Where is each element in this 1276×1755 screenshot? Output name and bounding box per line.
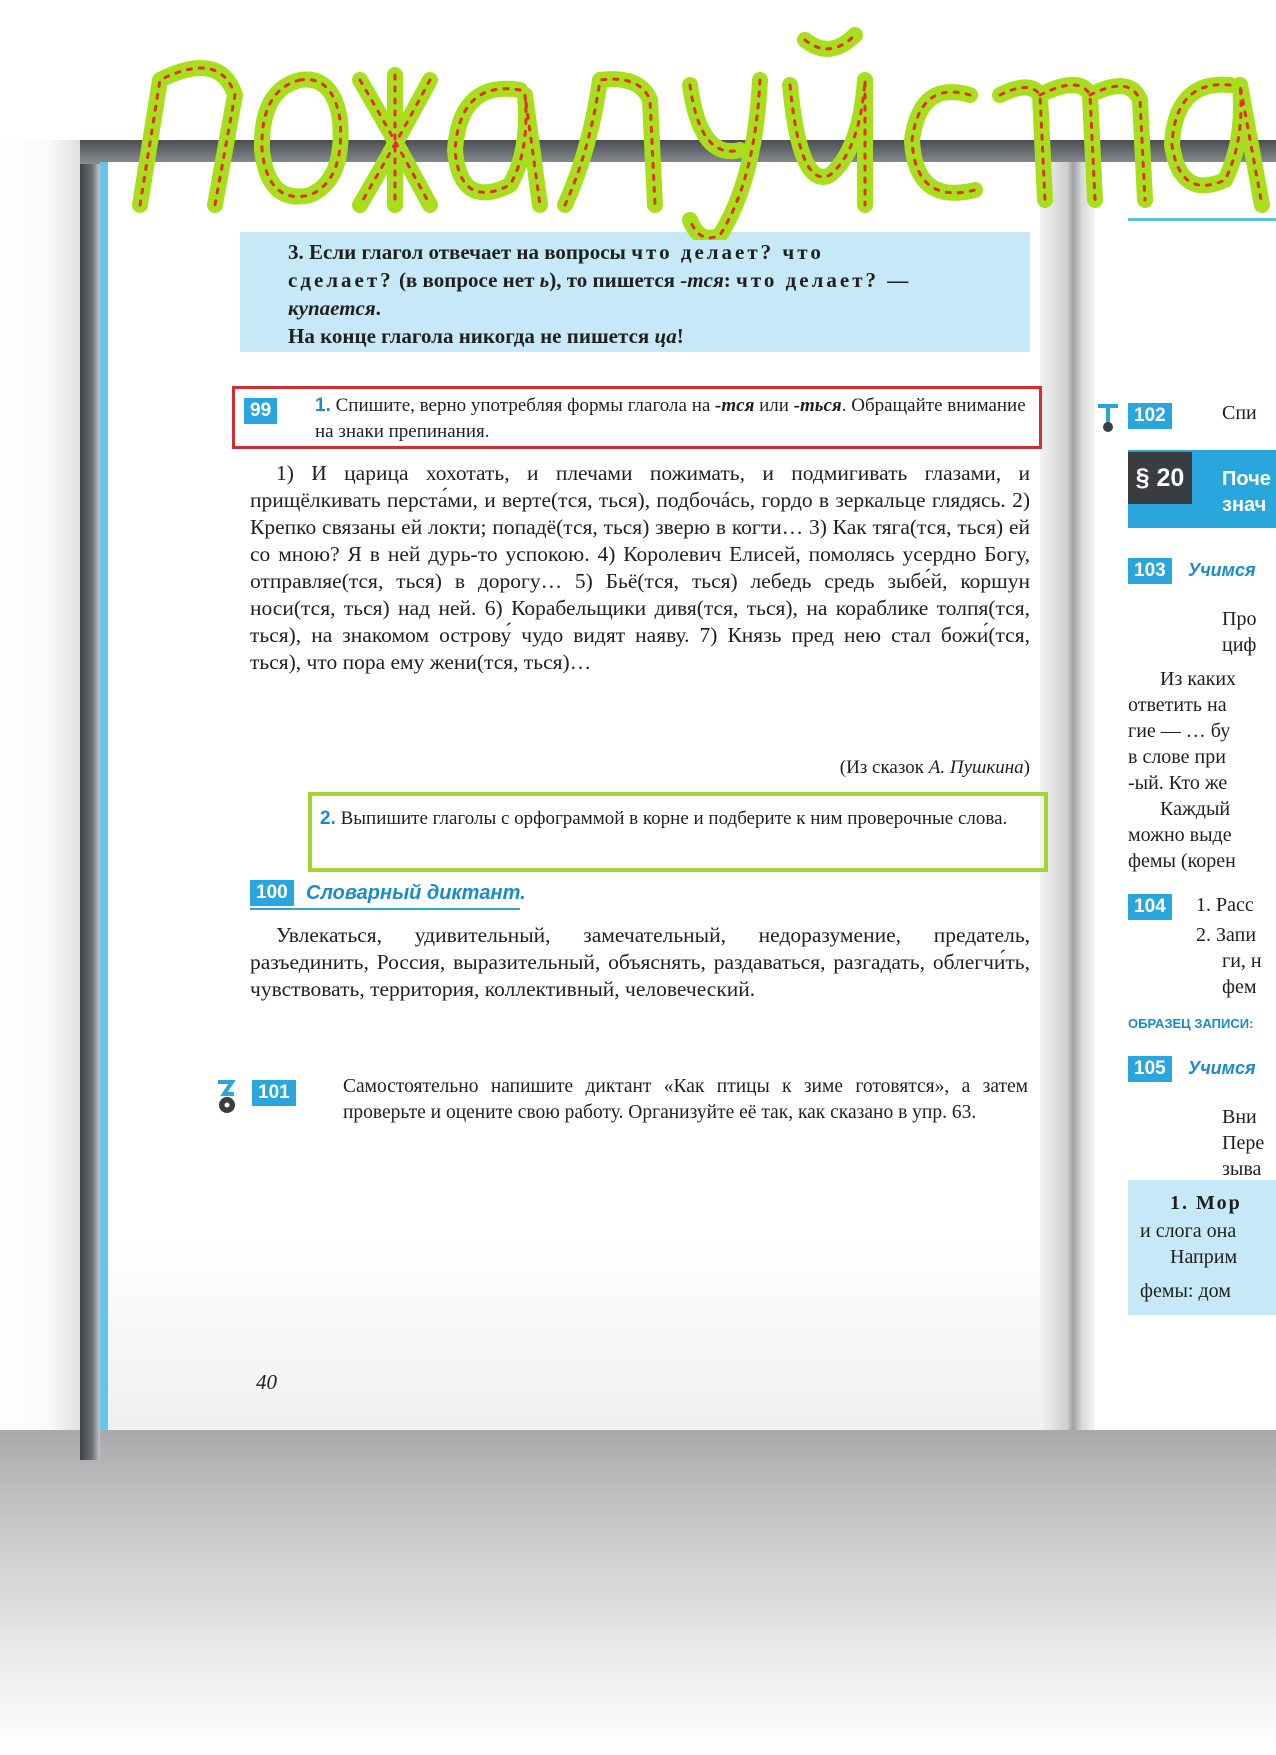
- task-text: Спишите, верно употребляя формы глагола на: [335, 395, 716, 416]
- source-author: А. Пушкина: [928, 757, 1024, 778]
- exercise-99-task-1: [315, 393, 1030, 445]
- right-page-top-rule: [1128, 218, 1276, 221]
- right-text-line: можно выде: [1128, 824, 1232, 846]
- rule-text: .: [375, 296, 381, 320]
- task-number: 1.: [315, 395, 331, 416]
- scan-background-left: [0, 140, 90, 1530]
- rule-letter: ь: [539, 268, 550, 292]
- right-rule-line: и слога она: [1140, 1220, 1237, 1242]
- exercise-103-title: Учимся: [1188, 560, 1256, 580]
- exercise-number: 101: [252, 1080, 296, 1106]
- task-text: или: [754, 395, 794, 416]
- right-text-line: Вни: [1222, 1106, 1257, 1128]
- exercise-99-task-2: [320, 806, 1020, 832]
- right-text-line: Пере: [1222, 1132, 1265, 1154]
- exercise-99-source: [640, 757, 1030, 779]
- task-suffix: -тся: [715, 395, 755, 416]
- exercise-100-underline: [250, 908, 520, 910]
- book-cover-top: [80, 140, 1276, 164]
- source-text: ): [1023, 757, 1030, 778]
- right-text-line: ги, н: [1222, 950, 1262, 972]
- section-number: § 20: [1128, 452, 1192, 504]
- right-text-line: зыва: [1222, 1158, 1262, 1180]
- right-rule-line: фемы: дом: [1140, 1280, 1231, 1302]
- exercise-105-title: Учимся: [1188, 1058, 1256, 1078]
- task-text: Выпишите глаголы с орфограммой в корне и подберите к ним проверочные слова.: [340, 808, 1008, 829]
- right-text-line: ответить на: [1128, 694, 1227, 716]
- exercise-99-text: [250, 460, 1030, 676]
- right-text-line: Из каких: [1160, 668, 1237, 690]
- right-text-line: фем: [1222, 976, 1257, 998]
- right-text-line: фемы (корен: [1128, 850, 1236, 872]
- rule-question: что делает? —: [736, 268, 912, 292]
- task-suffix: -ться: [793, 395, 842, 416]
- exercise-101-label: [252, 1080, 296, 1106]
- right-rule-line: 1. Мор: [1170, 1192, 1242, 1214]
- section-title-line: Поче: [1222, 468, 1271, 490]
- section-title-line: знач: [1222, 494, 1267, 516]
- rule-letter: ца: [654, 324, 677, 348]
- rule-text: :: [723, 268, 737, 292]
- exercise-103-label: 103: [1128, 558, 1172, 584]
- right-text-line: 1. Расс: [1196, 894, 1254, 916]
- sample-label: ОБРАЗЕЦ ЗАПИСИ:: [1128, 1016, 1254, 1031]
- exercise-105-label: 105: [1128, 1056, 1172, 1082]
- right-rule-line: Наприм: [1170, 1246, 1238, 1268]
- right-text-line: циф: [1222, 634, 1257, 656]
- rule-text: На конце глагола никогда не пишется: [288, 324, 655, 348]
- right-text-line: Про: [1222, 608, 1257, 630]
- exercise-number: 100: [250, 880, 294, 906]
- page-edge-strip: [100, 162, 108, 1430]
- right-text-line: -ый. Кто же: [1128, 772, 1228, 794]
- rule-suffix: -тся: [680, 268, 724, 292]
- exercise-102-label: 102: [1128, 403, 1172, 429]
- book-gutter: [1040, 162, 1100, 1430]
- right-text-line: в слове при: [1128, 746, 1226, 768]
- page-number: 40: [256, 1370, 277, 1394]
- exercise-100-label: [250, 880, 294, 906]
- exercise-104-label: 104: [1128, 894, 1172, 920]
- task-text: . Обращайте внимание на знаки препинания.: [315, 395, 1026, 442]
- scan-background-bottom: [0, 1430, 1276, 1755]
- green-highlight-frame: [308, 792, 1048, 872]
- rule-text: (в вопросе нет: [393, 268, 540, 292]
- exercise-100-title: Словарный диктант.: [306, 882, 526, 904]
- right-text-line: гие — … бу: [1128, 720, 1231, 742]
- section-title: [1222, 466, 1271, 518]
- rule-text: 3. Если глагол отвечает на вопросы: [288, 240, 632, 264]
- exercise-number: 99: [244, 398, 277, 424]
- rule-text: ), то пишется: [549, 268, 681, 292]
- exercise-text: 1) И царица хохотать, и плечами пожимать, и подмигивать глазами, и прищёлкивать перста́ми, и верте(тся, ться), подбочá‌сь, гордо в зеркальце глядясь. 2) Крепко связаны ей локти; попадё(тся, ться) зверю в когти… 3) Как тяга(тся, ться) ей со мною? Я в ней дурь-то успокою. 4) Королевич Елисей, помолясь усердно Богу, отправляе(тся, ться) в дорогу… 5) Бьё(тся, ться) лебедь средь зыбе́й, коршун носи(тся, ться) над ней. 6) Корабельщики дивя(тся, ться), на кораблике толпя(тся, ться), на знакомом острову́ чудо видят наяву. 7) Князь пред нею стал божи́(тся, ться), что пора ему жени(тся, ться)…: [250, 461, 1030, 674]
- disc-icon: [214, 1080, 240, 1114]
- pen-icon: [1095, 403, 1121, 433]
- scan-background: [0, 0, 1276, 140]
- right-text-line: 2. Запи: [1196, 924, 1257, 946]
- rule-text: !: [676, 324, 684, 348]
- task-number: 2.: [320, 808, 336, 829]
- source-text: (Из сказок: [839, 757, 929, 778]
- rule-question: сделает?: [288, 268, 394, 292]
- exercise-101-text: Самостоятельно напишите диктант «Как птицы к зиме готовятся», а затем проверьте и оцените свою работу. Организуйте её так, как сказано в упр. 63.: [343, 1076, 1028, 1123]
- exercise-100-text: Увлекаться, удивительный, замечательный, недоразумение, предатель, разъединить, Россия, выразительный, объяснять, раздаваться, разгадать, облегчи́ть, чувствовать, территория, коллективный, человеческий.: [250, 923, 1030, 1001]
- right-text-line: Каждый: [1160, 798, 1231, 820]
- rule-example: купается: [288, 296, 376, 320]
- exercise-102-text: Спи: [1222, 402, 1257, 424]
- exercise-99-label: [244, 398, 277, 424]
- rule-question: что делает? что: [631, 240, 824, 264]
- rule-box: [240, 232, 1030, 352]
- book-cover-edge: [80, 140, 100, 1460]
